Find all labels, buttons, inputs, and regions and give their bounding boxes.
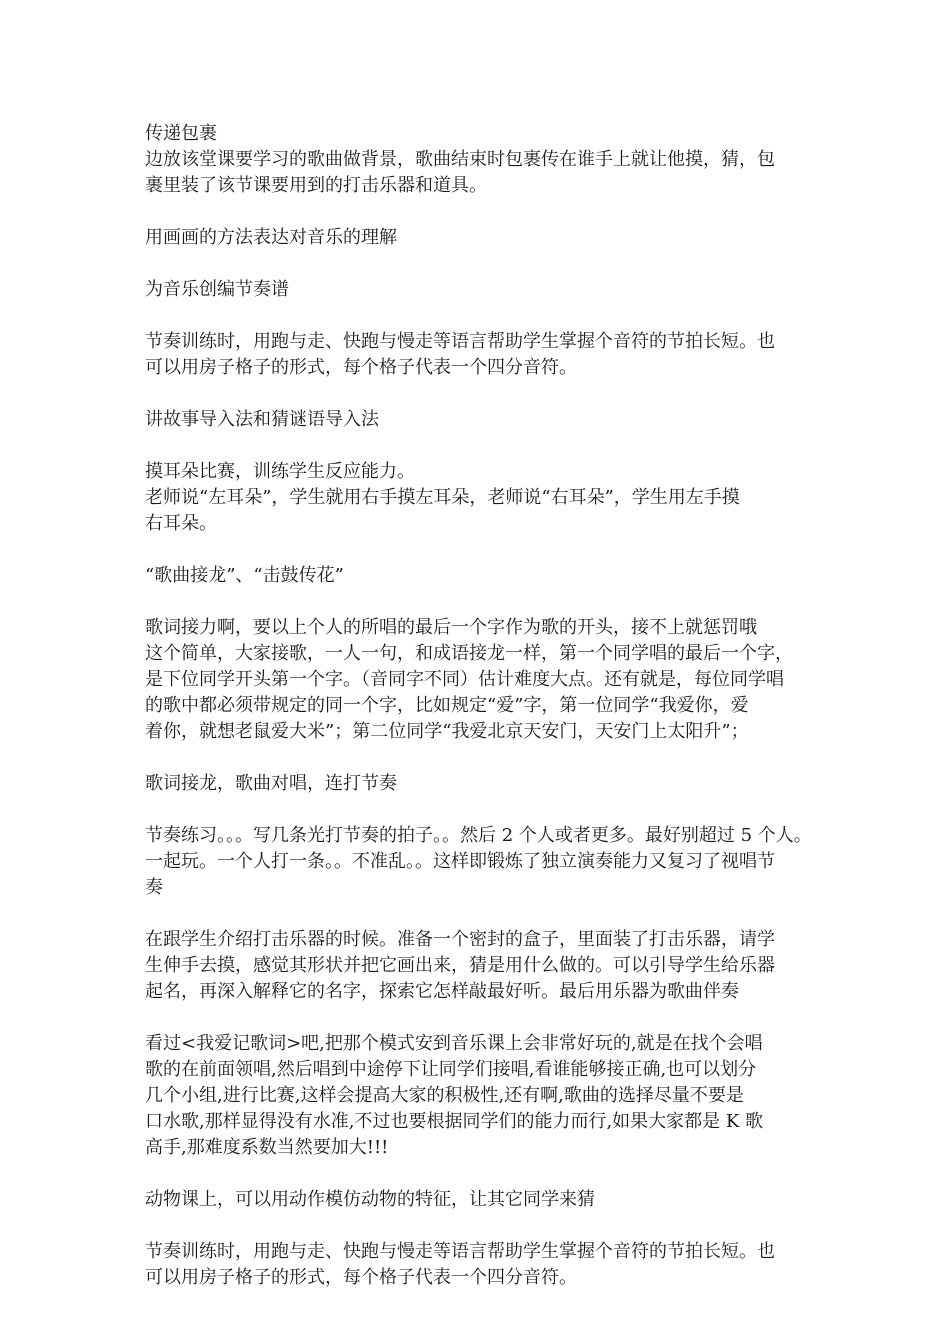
text-line: 右耳朵。 (145, 513, 217, 534)
text-line: 起名，再深入解释它的名字，探索它怎样敲最好听。最后用乐器为歌曲伴奏 (145, 981, 739, 1002)
paragraph-percussion-box (145, 927, 815, 1005)
text-line: “歌曲接龙”、“击鼓传花” (145, 565, 344, 586)
paragraph-remember-lyrics (145, 1031, 815, 1161)
text-line: 看过<我爱记歌词>吧,把那个模式安到音乐课上会非常好玩的,就是在找个会唱 (145, 1033, 763, 1054)
text-line: 歌词接力啊，要以上个人的所唱的最后一个字作为歌的开头，接不上就惩罚哦 (145, 617, 757, 638)
text-line: 生伸手去摸，感觉其形状并把它画出来，猜是用什么做的。可以引导学生给乐器 (145, 955, 775, 976)
text-line: 着你，就想老鼠爱大米”；第二位同学“我爱北京天安门，天安门上太阳升”； (145, 721, 749, 742)
paragraph-lyric-dragon (145, 771, 815, 797)
paragraph-animal-mime (145, 1187, 815, 1213)
paragraph-drawing (145, 225, 815, 251)
text-line: 边放该堂课要学习的歌曲做背景，歌曲结束时包裹传在谁手上就让他摸，猜，包 (145, 149, 775, 170)
text-line: 摸耳朵比赛，训练学生反应能力。 (145, 461, 415, 482)
text-line: 节奏训练时，用跑与走、快跑与慢走等语言帮助学生掌握个音符的节拍长短。也 (145, 331, 775, 352)
text-line: 可以用房子格子的形式，每个格子代表一个四分音符。 (145, 357, 577, 378)
paragraph-story-riddle (145, 407, 815, 433)
text-line: 节奏练习。。。写几条光打节奏的拍子。。然后 2 个人或者更多。最好别超过 5 个人。 (145, 825, 812, 846)
text-line: 在跟学生介绍打击乐器的时候。准备一个密封的盒子，里面装了打击乐器，请学 (145, 929, 775, 950)
paragraph-song-relay-title (145, 563, 815, 589)
text-line: 可以用房子格子的形式，每个格子代表一个四分音符。 (145, 1267, 577, 1288)
text-line: 讲故事导入法和猜谜语导入法 (145, 409, 379, 430)
paragraph-rhythm-score (145, 277, 815, 303)
text-line: 节奏训练时，用跑与走、快跑与慢走等语言帮助学生掌握个音符的节拍长短。也 (145, 1241, 775, 1262)
document-body (145, 121, 815, 1291)
text-line: 几个小组,进行比赛,这样会提高大家的积极性,还有啊,歌曲的选择尽量不要是 (145, 1085, 744, 1106)
text-line: 口水歌,那样显得没有水准,不过也要根据同学们的能力而行,如果大家都是 K 歌 (145, 1111, 764, 1132)
paragraph-rhythm-practice (145, 823, 815, 901)
text-line: 的歌中都必须带规定的同一个字，比如规定“爱”字，第一位同学“我爱你，爱 (145, 695, 749, 716)
paragraph-ear-game (145, 459, 815, 537)
text-line: 歌词接龙，歌曲对唱，连打节奏 (145, 773, 397, 794)
paragraph-rhythm-training-repeat (145, 1239, 815, 1291)
text-line: 为音乐创编节奏谱 (145, 279, 289, 300)
text-line: 奏 (145, 877, 163, 898)
text-line: 一起玩。一个人打一条。。不准乱。。这样即锻炼了独立演奏能力又复习了视唱节 (145, 851, 775, 872)
text-line: 老师说“左耳朵”，学生就用右手摸左耳朵，老师说“右耳朵”，学生用左手摸 (145, 487, 740, 508)
text-line: 传递包裹 (145, 123, 217, 144)
paragraph-lyric-relay (145, 615, 815, 745)
text-line: 动物课上，可以用动作模仿动物的特征，让其它同学来猜 (145, 1189, 595, 1210)
text-line: 这个简单，大家接歌，一人一句，和成语接龙一样，第一个同学唱的最后一个字， (145, 643, 793, 664)
paragraph-pass-parcel (145, 121, 815, 199)
text-line: 是下位同学开头第一个字。（音同字不同）估计难度大点。还有就是，每位同学唱 (145, 669, 784, 690)
text-line: 歌的在前面领唱,然后唱到中途停下让同学们接唱,看谁能够接正确,也可以划分 (145, 1059, 757, 1080)
text-line: 裹里装了该节课要用到的打击乐器和道具。 (145, 175, 487, 196)
text-line: 用画画的方法表达对音乐的理解 (145, 227, 397, 248)
text-line: 高手,那难度系数当然要加大!!! (145, 1137, 389, 1158)
paragraph-rhythm-training (145, 329, 815, 381)
